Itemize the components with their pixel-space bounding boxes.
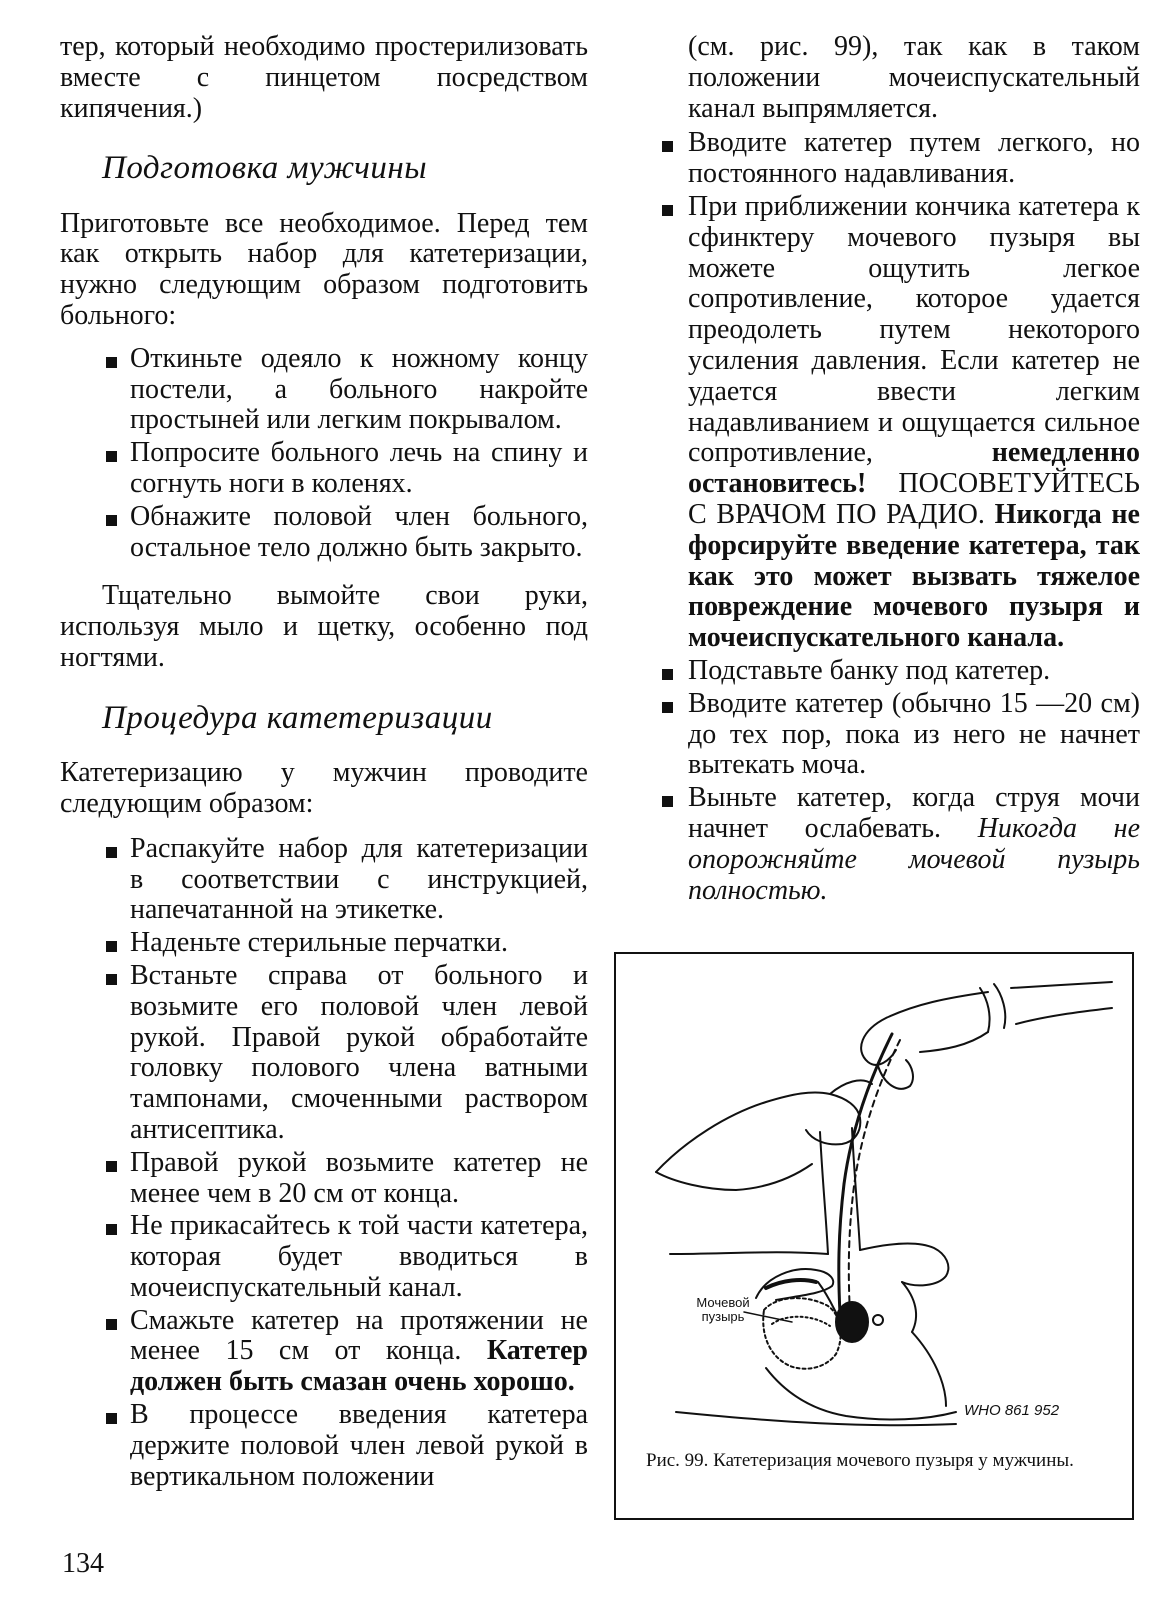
right-forearm-line-lower bbox=[1016, 1008, 1112, 1024]
who-code: WHO 861 952 bbox=[964, 1402, 1060, 1419]
lubricate-warning: Катетер должен быть смазан очень хорошо. bbox=[130, 1335, 588, 1398]
list-item: В процессе введения катетера держите половой член левой рукой в вертикальном положении bbox=[104, 1400, 588, 1492]
lower-body-line bbox=[766, 1368, 956, 1419]
procedure-list-continued bbox=[660, 128, 1140, 906]
abdomen-line bbox=[670, 1252, 828, 1254]
list-item bbox=[660, 783, 1140, 906]
heading-male-preparation: Подготовка мужчины bbox=[102, 150, 428, 187]
figure-caption: Рис. 99. Катетеризация мочевого пузыря у мужчины. bbox=[646, 1450, 1074, 1471]
procedure-paragraph: Катетеризацию у мужчин проводите следующим образом: bbox=[60, 757, 588, 819]
glove-cuff-2 bbox=[980, 988, 990, 1032]
list-item: Обнажите половой член больного, остальное тело должно быть закрыто. bbox=[104, 502, 588, 564]
buttock-curve bbox=[912, 1332, 946, 1406]
right-hand-outline bbox=[861, 992, 988, 1065]
small-marker bbox=[873, 1315, 883, 1325]
handwash-paragraph: Тщательно вымойте свои руки, используя мыло и щетку, особенно под ногтями. bbox=[60, 580, 588, 674]
prostate-shape bbox=[836, 1302, 868, 1342]
intro-text: тер, который необходимо простерилизовать вместе с пинцетом посредством кипячения.) bbox=[60, 31, 588, 124]
page-number: 134 bbox=[62, 1548, 104, 1579]
left-hand-top bbox=[656, 1092, 860, 1172]
list-item: Вводите катетер (обычно 15 —20 см) до тех пор, пока из него не начнет вытекать моча. bbox=[660, 689, 1140, 781]
withdraw-text: Выньте катетер, когда струя мочи начнет ослабевать. bbox=[688, 782, 1140, 844]
list-item bbox=[660, 192, 1140, 654]
catheterization-illustration bbox=[616, 954, 1132, 1518]
right-forearm-line bbox=[1011, 982, 1112, 988]
resistance-text: При приближении кончика катетера к сфинктеру мочевого пузыря вы можете ощутить легкое сопротивление, которое удается преодолеть путем некоторого усиления давления. Если катетер не удается ввести легким надавливанием и ощущается сильное сопротивление, bbox=[688, 190, 1140, 469]
heading-catheterization-procedure: Процедура катетеризации bbox=[102, 699, 493, 736]
procedure-list bbox=[104, 834, 588, 1493]
continuation-text: (см. рис. 99), так как в таком положении мочеиспускательный канал выпрямляется. bbox=[688, 31, 1140, 124]
right-column bbox=[660, 32, 1140, 924]
left-wrist bbox=[736, 1164, 812, 1190]
figure-99 bbox=[614, 952, 1134, 1520]
pubic-bone bbox=[756, 1269, 833, 1300]
preparation-list bbox=[104, 344, 588, 564]
list-item: Не прикасайтесь к той части катетера, которая будет вводиться в мочеиспускательный канал. bbox=[104, 1211, 588, 1303]
list-item: Наденьте стерильные перчатки. bbox=[104, 928, 588, 959]
bladder-label: Мочевой пузырь bbox=[696, 1295, 750, 1325]
bladder-shade bbox=[772, 1317, 830, 1326]
stop-warning: немедленно остановитесь! bbox=[688, 437, 1140, 500]
bladder-outline bbox=[763, 1298, 840, 1369]
force-warning: Никогда не форсируйте введение катетера, так как это может вызвать тяжелое повреждение мочевого пузыря и мочеиспускательного канала. bbox=[688, 498, 1140, 654]
radio-consult-note: ПОСОВЕТУЙТЕСЬ С ВРАЧОМ ПО РАДИО. bbox=[688, 468, 1140, 530]
list-item: Вводите катетер путем легкого, но постоянного надавливания. bbox=[660, 128, 1140, 190]
left-arm-underside bbox=[656, 1172, 736, 1190]
shaft-left bbox=[820, 1132, 828, 1254]
glove-cuff-1 bbox=[994, 984, 1005, 1028]
withdraw-warning: Никогда не опорожняйте мочевой пузырь полностью. bbox=[688, 812, 1140, 906]
list-item bbox=[104, 1306, 588, 1398]
list-item: Встаньте справа от больного и возьмите его половой член левой рукой. Правой рукой обработайте головку полового члена ватными тампонами, смоченными раствором антисептика. bbox=[104, 961, 588, 1146]
left-column bbox=[60, 32, 588, 1510]
lubricate-text: Смажьте катетер на протяжении не менее 15 см от конца. bbox=[130, 1304, 588, 1367]
scrotum-side bbox=[902, 1282, 916, 1332]
scrotum-top bbox=[860, 1244, 948, 1286]
list-item: Правой рукой возьмите катетер не менее чем в 20 см от конца. bbox=[104, 1148, 588, 1210]
right-fingers bbox=[920, 1032, 988, 1052]
preparation-paragraph: Приготовьте все необходимое. Перед тем как открыть набор для катетеризации, нужно следующим образом подготовить больного: bbox=[60, 207, 588, 332]
list-item: Попросите больного лечь на спину и согнуть ноги в коленях. bbox=[104, 438, 588, 500]
list-item: Откиньте одеяло к ножному концу постели, а больного накройте простыней или легким покрывалом. bbox=[104, 344, 588, 436]
pubic-bone-shade bbox=[766, 1280, 816, 1288]
list-item: Подставьте банку под катетер. bbox=[660, 656, 1140, 687]
list-item: Распакуйте набор для катетеризации в соответствии с инструкцией, напечатанной на этикетке. bbox=[104, 834, 588, 926]
